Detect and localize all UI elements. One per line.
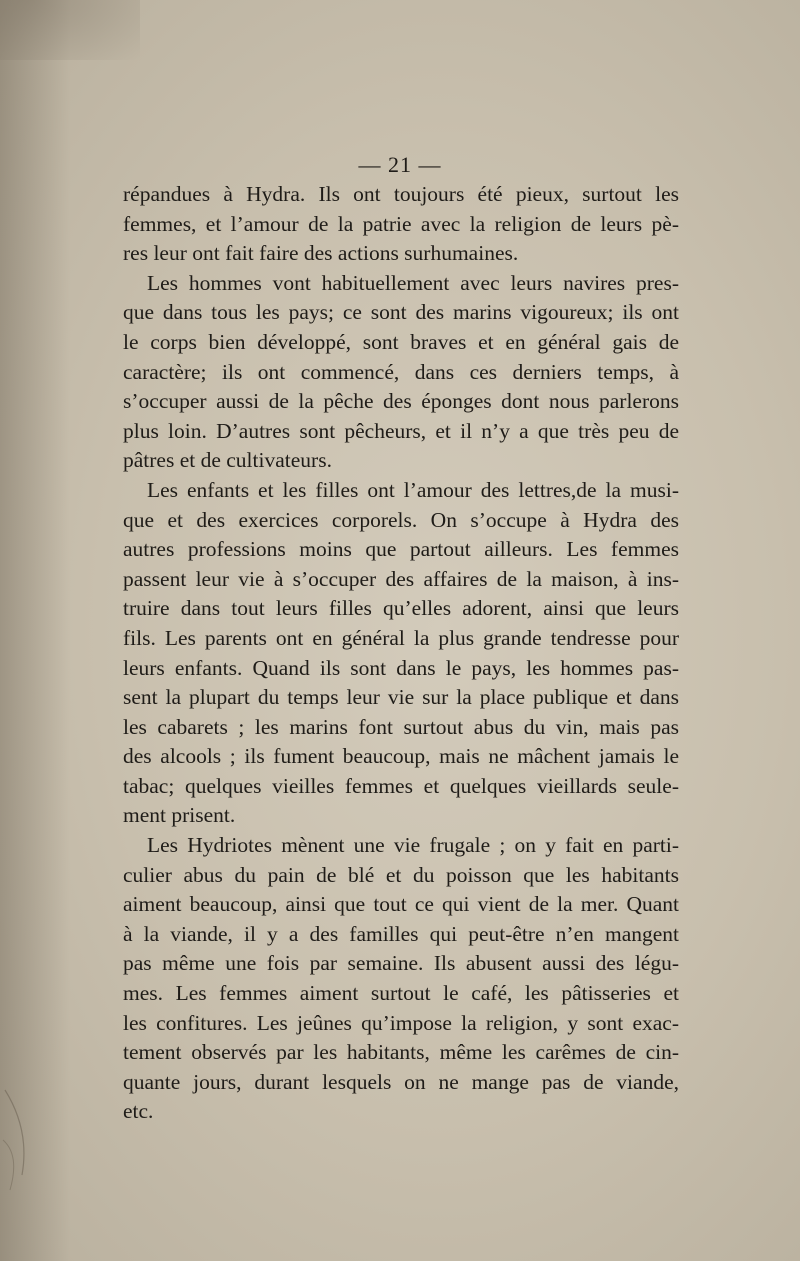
paragraph [123, 180, 679, 269]
text-line: ment prisent. [123, 803, 236, 828]
page-edge-shadow [0, 0, 70, 1261]
text-line: fils. Les parents ont en général la plus grande tendresse pour [123, 625, 679, 650]
text-line: quante jours, durant lesquels on ne mange pas de viande, [123, 1069, 679, 1094]
text-line: culier abus du pain de blé et du poisson que les habitants [123, 862, 679, 887]
text-line: femmes, et l’amour de la patrie avec la religion de leurs pè- [123, 211, 679, 236]
text-line: leurs enfants. Quand ils sont dans le pays, les hommes pas- [123, 655, 679, 680]
paper-crease-mark [0, 1080, 60, 1200]
text-line: le corps bien développé, sont braves et en général gais de [123, 329, 679, 354]
text-line: Les hommes vont habituellement avec leurs navires pres- [147, 270, 679, 295]
text-line: que et des exercices corporels. On s’occupe à Hydra des [123, 507, 679, 532]
paragraph [123, 476, 679, 831]
text-line: que dans tous les pays; ce sont des marins vigoureux; ils ont [123, 300, 679, 325]
text-line: truire dans tout leurs filles qu’elles adorent, ainsi que leurs [123, 596, 679, 621]
text-line: tabac; quelques vieilles femmes et quelques vieillards seule- [123, 773, 679, 798]
text-line: mes. Les femmes aiment surtout le café, les pâtisseries et [123, 981, 679, 1006]
paragraph [123, 831, 679, 1127]
text-line: Les enfants et les filles ont l’amour des lettres,de la musi- [147, 477, 679, 502]
text-line: tement observés par les habitants, même les carêmes de cin- [123, 1040, 679, 1065]
text-line: les confitures. Les jeûnes qu’impose la religion, y sont exac- [123, 1010, 679, 1035]
text-line: passent leur vie à s’occuper des affaires de la maison, à ins- [123, 566, 679, 591]
corner-stain [0, 0, 140, 60]
text-line: autres professions moins que partout ailleurs. Les femmes [123, 537, 679, 562]
text-line: à la viande, il y a des familles qui peut-être n’en mangent [123, 921, 679, 946]
text-line: etc. [123, 1099, 154, 1124]
text-line: pas même une fois par semaine. Ils abusent aussi des légu- [123, 951, 679, 976]
text-line: Les Hydriotes mènent une vie frugale ; on y fait en parti- [147, 833, 679, 858]
text-line: plus loin. D’autres sont pêcheurs, et il n’y a que très peu de [123, 418, 679, 443]
text-line: les cabarets ; les marins font surtout abus du vin, mais pas [123, 714, 679, 739]
text-line: caractère; ils ont commencé, dans ces derniers temps, à [123, 359, 679, 384]
text-line: s’occuper aussi de la pêche des éponges dont nous parlerons [123, 389, 679, 414]
text-line: res leur ont fait faire des actions surhumaines. [123, 241, 519, 266]
text-line: sent la plupart du temps leur vie sur la place publique et dans [123, 685, 679, 710]
text-line: pâtres et de cultivateurs. [123, 448, 332, 473]
text-line: des alcools ; ils fument beaucoup, mais ne mâchent jamais le [123, 744, 679, 769]
text-line: répandues à Hydra. Ils ont toujours été pieux, surtout les [123, 182, 679, 206]
body-text [123, 180, 679, 1127]
text-line: aiment beaucoup, ainsi que tout ce qui vient de la mer. Quant [123, 892, 679, 917]
page-number: — 21 — [358, 152, 442, 177]
paragraph [123, 269, 679, 476]
